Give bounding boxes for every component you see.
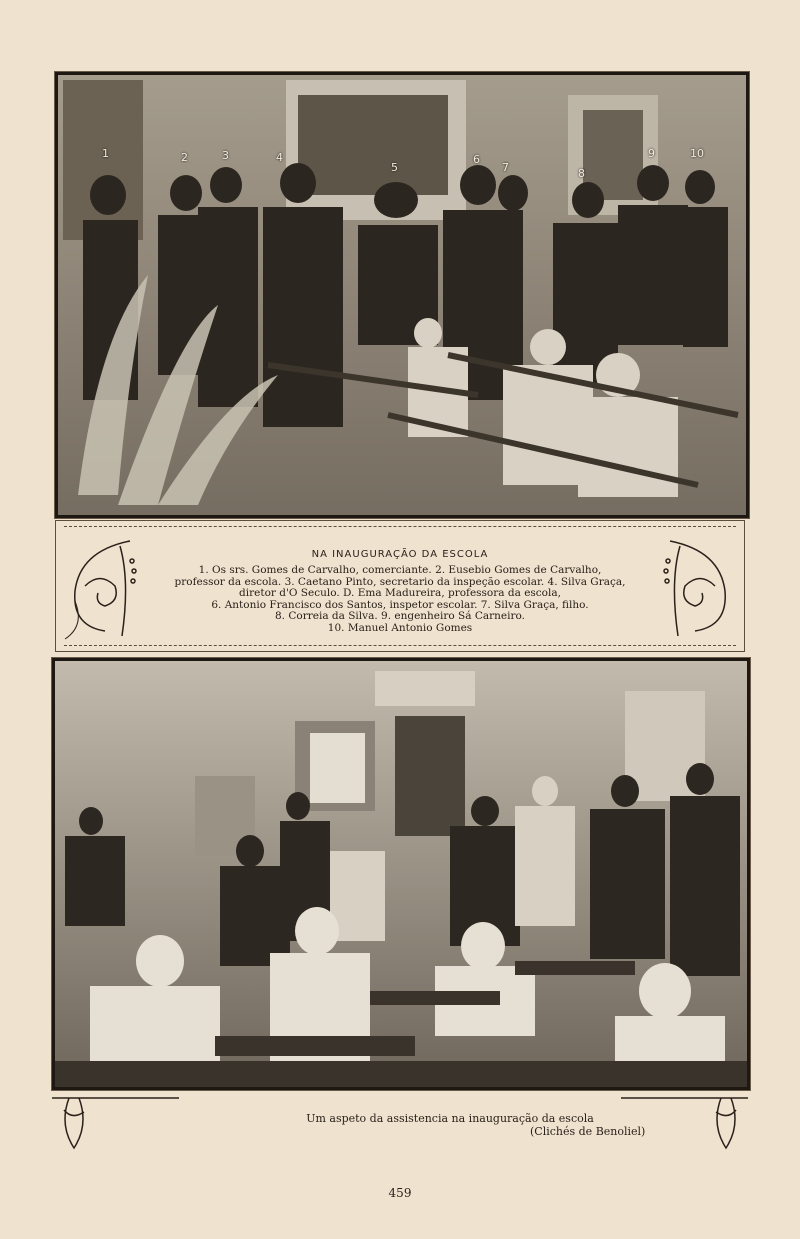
- caption-line: diretor d'O Seculo. D. Ema Madureira, professora da escola,: [239, 587, 561, 599]
- person-marker-4: 4: [276, 151, 283, 164]
- person-marker-1: 1: [102, 147, 109, 160]
- person-marker-6: 6: [473, 153, 480, 166]
- person-marker-2: 2: [181, 151, 188, 164]
- floral-ornament-left: [60, 531, 140, 643]
- caption-line: 8. Correia da Silva. 9. engenheiro Sá Carneiro.: [275, 610, 525, 622]
- person-marker-5: 5: [391, 161, 398, 174]
- caption-line: 6. Antonio Francisco dos Santos, inspetor escolar. 7. Silva Graça, filho.: [211, 598, 589, 611]
- caption-title: NA INAUGURAÇÃO DA ESCOLA: [311, 549, 489, 560]
- caption-line: 1. Os srs. Gomes de Carvalho, comerciante. 2. Eusebio Gomes de Carvalho,: [198, 564, 602, 576]
- person-marker-8: 8: [578, 167, 585, 180]
- photo-school-inauguration: [55, 72, 749, 518]
- caption-line: 10. Manuel Antonio Gomes: [327, 621, 473, 634]
- person-marker-9: 9: [648, 147, 655, 160]
- photo-classroom-audience: [52, 658, 750, 1090]
- photo-caption: Um aspeto da assistencia na inauguração da escola: [306, 1112, 594, 1125]
- caption-border-top: [64, 526, 736, 527]
- caption-body: [146, 565, 654, 634]
- caption-box: [55, 520, 745, 652]
- person-marker-3: 3: [222, 149, 229, 162]
- photo-credit: (Clichés de Benoliel): [530, 1125, 646, 1138]
- caption-border-bottom: [64, 645, 736, 646]
- caption-line: professor da escola. 3. Caetano Pinto, secretario da inspeção escolar. 4. Silva Graça,: [174, 575, 626, 588]
- person-marker-10: 10: [690, 147, 704, 160]
- floral-ornament-bottom-left: [44, 1090, 184, 1152]
- page-number: 459: [388, 1186, 412, 1200]
- floral-ornament-right: [660, 531, 740, 643]
- person-marker-7: 7: [502, 161, 509, 174]
